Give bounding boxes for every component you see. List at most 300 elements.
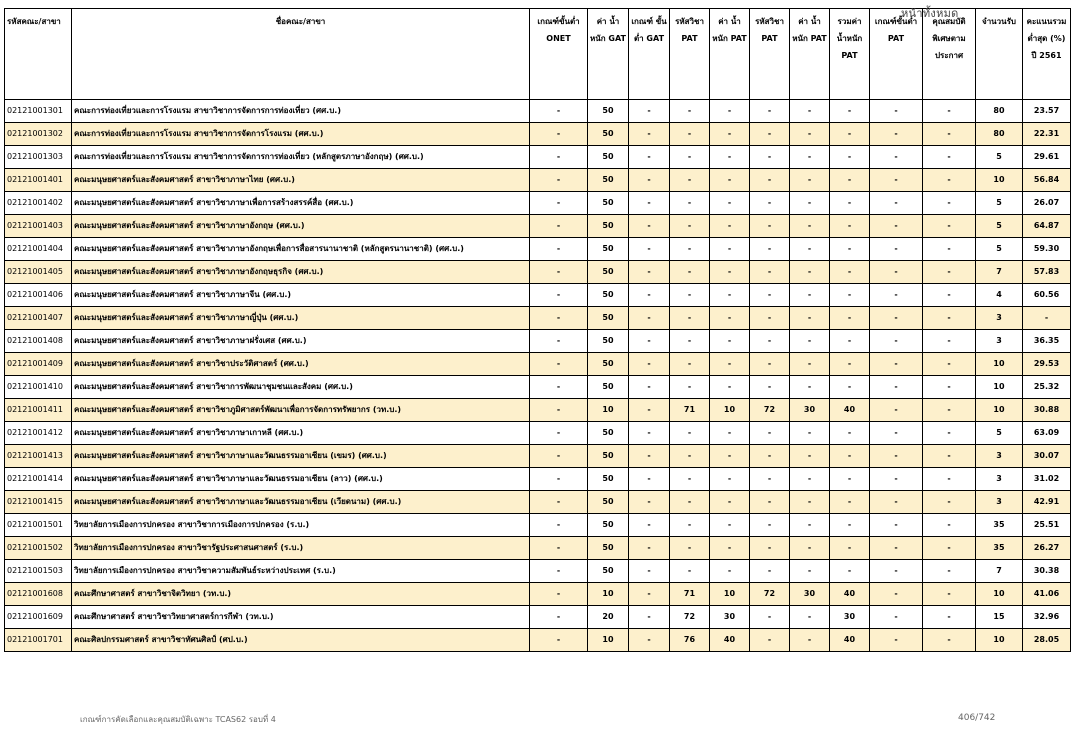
- cell-pat-code-1: -: [670, 238, 710, 261]
- cell-pat-code-1: -: [670, 123, 710, 146]
- cell-seats: 35: [976, 514, 1023, 537]
- header-code: รหัสคณะ/สาขา: [5, 9, 72, 100]
- cell-gat-min: -: [629, 146, 670, 169]
- cell-pat-min: -: [870, 215, 923, 238]
- cell-name: คณะมนุษยศาสตร์และสังคมศาสตร์ สาขาวิชาประวัติศาสตร์ (ศศ.บ.): [72, 353, 530, 376]
- cell-pat-code-2: -: [750, 284, 790, 307]
- cell-gat-weight: 50: [588, 146, 629, 169]
- cell-min-score: 29.53: [1023, 353, 1071, 376]
- cell-min-score: 63.09: [1023, 422, 1071, 445]
- cell-gat-min: -: [629, 537, 670, 560]
- table-row: [5, 330, 1071, 353]
- cell-pat-code-2: -: [750, 560, 790, 583]
- cell-pat-weight-2: 30: [790, 583, 830, 606]
- cell-pat-code-1: -: [670, 146, 710, 169]
- cell-pat-min: -: [870, 560, 923, 583]
- cell-min-score: 23.57: [1023, 100, 1071, 123]
- cell-pat-min: -: [870, 399, 923, 422]
- cell-special: -: [923, 583, 976, 606]
- cell-pat-total: -: [830, 284, 870, 307]
- cell-special: -: [923, 261, 976, 284]
- cell-pat-total: -: [830, 514, 870, 537]
- cell-pat-weight-1: -: [710, 123, 750, 146]
- cell-pat-weight-2: -: [790, 192, 830, 215]
- cell-pat-total: -: [830, 192, 870, 215]
- cell-gat-weight: 50: [588, 169, 629, 192]
- cell-pat-min: -: [870, 353, 923, 376]
- cell-pat-min: -: [870, 123, 923, 146]
- cell-pat-weight-2: -: [790, 353, 830, 376]
- cell-gat-min: -: [629, 445, 670, 468]
- cell-gat-weight: 50: [588, 307, 629, 330]
- cell-special: -: [923, 399, 976, 422]
- cell-pat-code-2: -: [750, 376, 790, 399]
- cell-pat-code-1: 76: [670, 629, 710, 652]
- cell-special: -: [923, 629, 976, 652]
- cell-onet-min: -: [530, 353, 588, 376]
- cell-special: -: [923, 215, 976, 238]
- cell-pat-weight-2: 30: [790, 399, 830, 422]
- cell-pat-code-1: -: [670, 261, 710, 284]
- cell-seats: 15: [976, 606, 1023, 629]
- cell-gat-min: -: [629, 353, 670, 376]
- cell-pat-weight-1: -: [710, 192, 750, 215]
- cell-pat-min: -: [870, 307, 923, 330]
- cell-special: -: [923, 330, 976, 353]
- cell-pat-weight-2: -: [790, 514, 830, 537]
- cell-name: คณะมนุษยศาสตร์และสังคมศาสตร์ สาขาวิชาภูมิศาสตร์พัฒนาเพื่อการจัดการทรัพยากร (วท.บ.): [72, 399, 530, 422]
- cell-gat-min: -: [629, 192, 670, 215]
- header-pat-code-2: รหัสวิชา PAT: [750, 9, 790, 100]
- cell-pat-weight-1: -: [710, 560, 750, 583]
- cell-onet-min: -: [530, 537, 588, 560]
- cell-pat-code-2: -: [750, 491, 790, 514]
- cell-pat-total: -: [830, 100, 870, 123]
- cell-special: -: [923, 146, 976, 169]
- cell-pat-weight-1: -: [710, 445, 750, 468]
- cell-pat-total: -: [830, 307, 870, 330]
- cell-name: คณะการท่องเที่ยวและการโรงแรม สาขาวิชาการจัดการการท่องเที่ยว (หลักสูตรภาษาอังกฤษ) (ศศ.บ.): [72, 146, 530, 169]
- cell-gat-min: -: [629, 169, 670, 192]
- cell-gat-min: -: [629, 238, 670, 261]
- cell-min-score: 41.06: [1023, 583, 1071, 606]
- table-row: [5, 514, 1071, 537]
- admission-criteria-table: [4, 8, 1071, 652]
- table-row: [5, 491, 1071, 514]
- cell-pat-total: -: [830, 238, 870, 261]
- header-pat-total: รวมค่า น้ำหนัก PAT: [830, 9, 870, 100]
- cell-special: -: [923, 238, 976, 261]
- cell-code: 02121001401: [5, 169, 72, 192]
- cell-pat-total: 40: [830, 399, 870, 422]
- table-row: [5, 261, 1071, 284]
- header-gat-weight: ค่า น้ำหนัก GAT: [588, 9, 629, 100]
- cell-gat-min: -: [629, 215, 670, 238]
- cell-onet-min: -: [530, 583, 588, 606]
- cell-onet-min: -: [530, 123, 588, 146]
- cell-pat-code-1: -: [670, 514, 710, 537]
- cell-seats: 35: [976, 537, 1023, 560]
- cell-gat-min: -: [629, 560, 670, 583]
- cell-pat-code-1: -: [670, 376, 710, 399]
- cell-gat-min: -: [629, 261, 670, 284]
- cell-pat-weight-2: -: [790, 100, 830, 123]
- cell-pat-min: -: [870, 376, 923, 399]
- cell-special: -: [923, 123, 976, 146]
- table-row: [5, 399, 1071, 422]
- cell-seats: 10: [976, 353, 1023, 376]
- cell-gat-weight: 50: [588, 491, 629, 514]
- cell-min-score: 22.31: [1023, 123, 1071, 146]
- cell-name: คณะศึกษาศาสตร์ สาขาวิชาวิทยาศาสตร์การกีฬา (วท.บ.): [72, 606, 530, 629]
- cell-code: 02121001410: [5, 376, 72, 399]
- cell-pat-code-2: -: [750, 192, 790, 215]
- cell-code: 02121001502: [5, 537, 72, 560]
- cell-min-score: 60.56: [1023, 284, 1071, 307]
- cell-gat-weight: 50: [588, 560, 629, 583]
- cell-name: คณะการท่องเที่ยวและการโรงแรม สาขาวิชาการจัดการการท่องเที่ยว (ศศ.บ.): [72, 100, 530, 123]
- cell-pat-min: -: [870, 146, 923, 169]
- cell-pat-weight-1: 10: [710, 399, 750, 422]
- cell-pat-total: -: [830, 123, 870, 146]
- cell-onet-min: -: [530, 560, 588, 583]
- cell-pat-weight-2: -: [790, 491, 830, 514]
- cell-special: -: [923, 445, 976, 468]
- table-header: [5, 9, 1071, 100]
- cell-gat-min: -: [629, 514, 670, 537]
- cell-min-score: 25.32: [1023, 376, 1071, 399]
- cell-pat-code-1: -: [670, 192, 710, 215]
- cell-pat-code-1: -: [670, 169, 710, 192]
- cell-pat-min: -: [870, 491, 923, 514]
- cell-seats: 10: [976, 376, 1023, 399]
- cell-pat-weight-2: -: [790, 376, 830, 399]
- cell-gat-weight: 50: [588, 215, 629, 238]
- cell-pat-weight-2: -: [790, 284, 830, 307]
- cell-seats: 5: [976, 422, 1023, 445]
- cell-pat-min: -: [870, 284, 923, 307]
- cell-seats: 7: [976, 261, 1023, 284]
- cell-name: คณะมนุษยศาสตร์และสังคมศาสตร์ สาขาวิชาภาษาอังกฤษเพื่อการสื่อสารนานาชาติ (หลักสูตรนานาชาติ) (ศศ.บ.): [72, 238, 530, 261]
- cell-special: -: [923, 606, 976, 629]
- cell-name: คณะการท่องเที่ยวและการโรงแรม สาขาวิชาการจัดการโรงแรม (ศศ.บ.): [72, 123, 530, 146]
- cell-min-score: 32.96: [1023, 606, 1071, 629]
- cell-onet-min: -: [530, 629, 588, 652]
- cell-pat-weight-2: -: [790, 445, 830, 468]
- header-pat-min: เกณฑ์ขั้นต่ำ PAT: [870, 9, 923, 100]
- cell-pat-code-2: -: [750, 100, 790, 123]
- cell-pat-weight-2: -: [790, 307, 830, 330]
- cell-special: -: [923, 514, 976, 537]
- cell-gat-min: -: [629, 606, 670, 629]
- cell-pat-weight-1: -: [710, 422, 750, 445]
- cell-min-score: 29.61: [1023, 146, 1071, 169]
- cell-pat-code-2: -: [750, 215, 790, 238]
- cell-code: 02121001404: [5, 238, 72, 261]
- cell-seats: 80: [976, 123, 1023, 146]
- cell-pat-min: -: [870, 583, 923, 606]
- cell-pat-code-2: -: [750, 307, 790, 330]
- cell-pat-weight-1: -: [710, 215, 750, 238]
- cell-onet-min: -: [530, 169, 588, 192]
- cell-gat-min: -: [629, 376, 670, 399]
- cell-code: 02121001503: [5, 560, 72, 583]
- cell-pat-min: -: [870, 537, 923, 560]
- cell-gat-weight: 50: [588, 261, 629, 284]
- cell-gat-weight: 10: [588, 399, 629, 422]
- table-row: [5, 560, 1071, 583]
- cell-pat-code-2: -: [750, 169, 790, 192]
- cell-code: 02121001608: [5, 583, 72, 606]
- cell-pat-code-2: -: [750, 123, 790, 146]
- table-row: [5, 445, 1071, 468]
- cell-seats: 3: [976, 330, 1023, 353]
- cell-code: 02121001412: [5, 422, 72, 445]
- cell-pat-total: -: [830, 560, 870, 583]
- cell-special: -: [923, 560, 976, 583]
- cell-pat-weight-1: -: [710, 261, 750, 284]
- cell-code: 02121001501: [5, 514, 72, 537]
- cell-pat-weight-2: -: [790, 261, 830, 284]
- cell-min-score: 31.02: [1023, 468, 1071, 491]
- cell-gat-weight: 50: [588, 422, 629, 445]
- cell-name: คณะมนุษยศาสตร์และสังคมศาสตร์ สาขาวิชาภาษาอังกฤษธุรกิจ (ศศ.บ.): [72, 261, 530, 284]
- cell-pat-code-1: -: [670, 284, 710, 307]
- cell-pat-weight-1: -: [710, 376, 750, 399]
- cell-pat-total: 40: [830, 583, 870, 606]
- cell-special: -: [923, 468, 976, 491]
- cell-special: -: [923, 284, 976, 307]
- cell-seats: 3: [976, 468, 1023, 491]
- cell-min-score: 42.91: [1023, 491, 1071, 514]
- cell-name: คณะมนุษยศาสตร์และสังคมศาสตร์ สาขาวิชาภาษาและวัฒนธรรมอาเซียน (เวียดนาม) (ศศ.บ.): [72, 491, 530, 514]
- table-row: [5, 215, 1071, 238]
- cell-pat-code-2: -: [750, 146, 790, 169]
- cell-code: 02121001402: [5, 192, 72, 215]
- cell-seats: 3: [976, 445, 1023, 468]
- cell-pat-weight-1: -: [710, 330, 750, 353]
- cell-seats: 3: [976, 307, 1023, 330]
- cell-pat-weight-2: -: [790, 123, 830, 146]
- cell-pat-min: -: [870, 238, 923, 261]
- table-row: [5, 284, 1071, 307]
- table-row: [5, 422, 1071, 445]
- cell-gat-min: -: [629, 100, 670, 123]
- cell-pat-total: -: [830, 376, 870, 399]
- cell-pat-weight-1: -: [710, 307, 750, 330]
- cell-pat-weight-1: -: [710, 100, 750, 123]
- cell-code: 02121001609: [5, 606, 72, 629]
- cell-pat-code-2: -: [750, 468, 790, 491]
- cell-code: 02121001415: [5, 491, 72, 514]
- cell-code: 02121001413: [5, 445, 72, 468]
- cell-gat-weight: 50: [588, 123, 629, 146]
- cell-pat-code-1: -: [670, 537, 710, 560]
- cell-pat-min: -: [870, 100, 923, 123]
- cell-onet-min: -: [530, 215, 588, 238]
- cell-pat-min: -: [870, 192, 923, 215]
- cell-pat-weight-1: -: [710, 169, 750, 192]
- cell-gat-weight: 50: [588, 514, 629, 537]
- cell-pat-code-1: -: [670, 560, 710, 583]
- cell-special: -: [923, 169, 976, 192]
- cell-seats: 5: [976, 238, 1023, 261]
- table-row: [5, 537, 1071, 560]
- cell-name: คณะมนุษยศาสตร์และสังคมศาสตร์ สาขาวิชาภาษาเกาหลี (ศศ.บ.): [72, 422, 530, 445]
- cell-pat-code-2: -: [750, 353, 790, 376]
- cell-pat-weight-1: -: [710, 146, 750, 169]
- cell-pat-min: -: [870, 261, 923, 284]
- table-row: [5, 146, 1071, 169]
- cell-gat-weight: 50: [588, 353, 629, 376]
- cell-gat-weight: 50: [588, 284, 629, 307]
- cell-pat-min: -: [870, 606, 923, 629]
- cell-onet-min: -: [530, 399, 588, 422]
- table-row: [5, 468, 1071, 491]
- cell-seats: 10: [976, 169, 1023, 192]
- cell-gat-min: -: [629, 491, 670, 514]
- cell-pat-weight-2: -: [790, 629, 830, 652]
- cell-pat-code-2: -: [750, 445, 790, 468]
- cell-min-score: 25.51: [1023, 514, 1071, 537]
- cell-gat-min: -: [629, 468, 670, 491]
- cell-pat-code-1: -: [670, 307, 710, 330]
- cell-min-score: -: [1023, 307, 1071, 330]
- cell-pat-weight-2: -: [790, 422, 830, 445]
- cell-gat-weight: 10: [588, 629, 629, 652]
- table-row: [5, 192, 1071, 215]
- cell-gat-weight: 10: [588, 583, 629, 606]
- cell-name: วิทยาลัยการเมืองการปกครอง สาขาวิชาการเมืองการปกครอง (ร.บ.): [72, 514, 530, 537]
- cell-pat-weight-2: -: [790, 560, 830, 583]
- cell-special: -: [923, 537, 976, 560]
- cell-pat-min: -: [870, 514, 923, 537]
- cell-name: คณะศิลปกรรมศาสตร์ สาขาวิชาทัศนศิลป์ (ศป.บ.): [72, 629, 530, 652]
- header-pat-code-1: รหัสวิชา PAT: [670, 9, 710, 100]
- cell-onet-min: -: [530, 261, 588, 284]
- cell-code: 02121001403: [5, 215, 72, 238]
- cell-pat-code-1: -: [670, 215, 710, 238]
- table-body: [5, 100, 1071, 652]
- cell-gat-min: -: [629, 629, 670, 652]
- cell-pat-code-2: -: [750, 422, 790, 445]
- cell-onet-min: -: [530, 238, 588, 261]
- cell-onet-min: -: [530, 330, 588, 353]
- cell-pat-code-1: -: [670, 100, 710, 123]
- page-number: 406/742: [958, 713, 996, 723]
- cell-onet-min: -: [530, 284, 588, 307]
- header-seats: จำนวนรับ: [976, 9, 1023, 100]
- cell-gat-weight: 50: [588, 330, 629, 353]
- cell-gat-min: -: [629, 422, 670, 445]
- cell-gat-weight: 50: [588, 537, 629, 560]
- cell-min-score: 57.83: [1023, 261, 1071, 284]
- cell-name: คณะมนุษยศาสตร์และสังคมศาสตร์ สาขาวิชาภาษาจีน (ศศ.บ.): [72, 284, 530, 307]
- cell-pat-code-1: -: [670, 422, 710, 445]
- cell-code: 02121001414: [5, 468, 72, 491]
- cell-seats: 3: [976, 491, 1023, 514]
- cell-pat-weight-1: -: [710, 537, 750, 560]
- cell-code: 02121001406: [5, 284, 72, 307]
- cell-pat-total: -: [830, 353, 870, 376]
- cell-seats: 10: [976, 583, 1023, 606]
- cell-gat-min: -: [629, 307, 670, 330]
- footer-title: เกณฑ์การคัดเลือกและคุณสมบัติเฉพาะ TCAS62 รอบที่ 4: [80, 715, 276, 724]
- cell-onet-min: -: [530, 491, 588, 514]
- cell-pat-code-1: 72: [670, 606, 710, 629]
- cell-onet-min: -: [530, 146, 588, 169]
- cell-code: 02121001405: [5, 261, 72, 284]
- cell-pat-total: -: [830, 169, 870, 192]
- cell-min-score: 26.27: [1023, 537, 1071, 560]
- cell-name: คณะมนุษยศาสตร์และสังคมศาสตร์ สาขาวิชาการพัฒนาชุมชนและสังคม (ศศ.บ.): [72, 376, 530, 399]
- cell-pat-total: 30: [830, 606, 870, 629]
- cell-seats: 80: [976, 100, 1023, 123]
- header-gat-min: เกณฑ์ ขั้นต่ำ GAT: [629, 9, 670, 100]
- cell-pat-code-1: 71: [670, 583, 710, 606]
- table-row: [5, 629, 1071, 652]
- cell-pat-min: -: [870, 422, 923, 445]
- cell-pat-code-1: -: [670, 491, 710, 514]
- cell-pat-total: 40: [830, 629, 870, 652]
- table-row: [5, 606, 1071, 629]
- cell-pat-weight-2: -: [790, 330, 830, 353]
- cell-gat-min: -: [629, 123, 670, 146]
- table-row: [5, 353, 1071, 376]
- cell-gat-min: -: [629, 583, 670, 606]
- cell-name: คณะมนุษยศาสตร์และสังคมศาสตร์ สาขาวิชาภาษาเพื่อการสร้างสรรค์สื่อ (ศศ.บ.): [72, 192, 530, 215]
- cell-pat-total: -: [830, 215, 870, 238]
- cell-pat-weight-2: -: [790, 537, 830, 560]
- cell-pat-total: -: [830, 491, 870, 514]
- cell-onet-min: -: [530, 606, 588, 629]
- cell-pat-min: -: [870, 629, 923, 652]
- cell-gat-min: -: [629, 399, 670, 422]
- header-special: คุณสมบัติ พิเศษตาม ประกาศ: [923, 9, 976, 100]
- cell-seats: 10: [976, 629, 1023, 652]
- header-pat-weight-1: ค่า น้ำหนัก PAT: [710, 9, 750, 100]
- cell-code: 02121001411: [5, 399, 72, 422]
- cell-gat-weight: 20: [588, 606, 629, 629]
- cell-gat-min: -: [629, 284, 670, 307]
- table-row: [5, 583, 1071, 606]
- cell-onet-min: -: [530, 307, 588, 330]
- cell-name: คณะมนุษยศาสตร์และสังคมศาสตร์ สาขาวิชาภาษาญี่ปุ่น (ศศ.บ.): [72, 307, 530, 330]
- cell-onet-min: -: [530, 422, 588, 445]
- cell-min-score: 36.35: [1023, 330, 1071, 353]
- cell-pat-min: -: [870, 468, 923, 491]
- cell-pat-weight-2: -: [790, 146, 830, 169]
- cell-onet-min: -: [530, 192, 588, 215]
- cell-code: 02121001303: [5, 146, 72, 169]
- cell-code: 02121001301: [5, 100, 72, 123]
- cell-pat-code-2: 72: [750, 583, 790, 606]
- cell-pat-weight-2: -: [790, 215, 830, 238]
- cell-pat-code-1: -: [670, 353, 710, 376]
- cell-code: 02121001302: [5, 123, 72, 146]
- cell-gat-weight: 50: [588, 238, 629, 261]
- cell-pat-weight-1: -: [710, 353, 750, 376]
- cell-special: -: [923, 422, 976, 445]
- cell-pat-code-2: 72: [750, 399, 790, 422]
- cell-pat-weight-1: -: [710, 284, 750, 307]
- cell-gat-weight: 50: [588, 192, 629, 215]
- cell-pat-code-1: -: [670, 330, 710, 353]
- cell-pat-weight-1: -: [710, 238, 750, 261]
- cell-min-score: 30.38: [1023, 560, 1071, 583]
- cell-name: คณะมนุษยศาสตร์และสังคมศาสตร์ สาขาวิชาภาษาไทย (ศศ.บ.): [72, 169, 530, 192]
- cell-seats: 4: [976, 284, 1023, 307]
